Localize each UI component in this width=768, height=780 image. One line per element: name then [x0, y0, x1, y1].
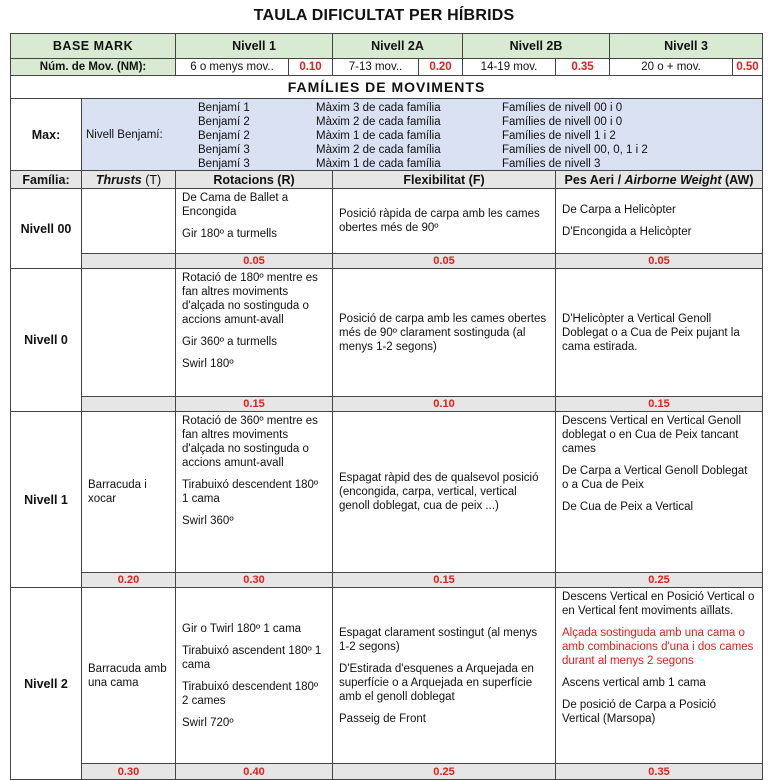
rotacions-cell [176, 412, 333, 573]
nm-range: 14-19 mov. [463, 59, 556, 76]
score-cell: 0.10 [333, 397, 556, 412]
score-row [11, 254, 763, 269]
nm-range: 20 o + mov. [610, 59, 733, 76]
benjami-line: Benjamí 2 [198, 129, 250, 142]
benjami-max-per-family [316, 101, 441, 171]
score-cell: 0.20 [82, 573, 176, 588]
score-cell: 0.05 [333, 254, 556, 269]
column-header-row [11, 171, 763, 189]
flexibilitat-cell-entry: D'Estirada d'esquenes a Arquejada en superfície o a Arquejada en superfície amb el genoll doblegat [339, 662, 534, 703]
difficulty-table [10, 33, 763, 780]
level-header: Nivell 2B [463, 34, 610, 59]
benjami-line: Famílies de nivell 1 i 2 [502, 129, 616, 142]
airborne-weight-cell [556, 269, 763, 397]
benjami-line: Famílies de nivell 3 [502, 157, 601, 170]
flexibilitat-cell [333, 412, 556, 573]
benjami-family-levels [502, 101, 648, 171]
aw-header-abbr: (AW) [725, 172, 754, 187]
nm-score: 0.35 [556, 59, 610, 76]
benjami-line: Màxim 2 de cada família [316, 143, 441, 156]
benjami-line: Màxim 3 de cada família [316, 101, 441, 114]
flexibilitat-cell-entry: Posició ràpida de carpa amb les cames obertes més de 90º [339, 208, 540, 234]
airborne-weight-cell [556, 588, 763, 764]
score-cell: 0.40 [176, 764, 333, 780]
airborne-weight-cell-entry: De posició de Carpa a Posició Vertical (Marsopa) [562, 699, 717, 725]
score-row [11, 764, 763, 780]
rotacions-cell-entry: Rotació de 360º mentre es fan altres moviments d'alçada no sostinguda o accions amunt-avall [182, 415, 318, 469]
thrusts-cell-entry: Barracuda amb una cama [88, 662, 167, 689]
nm-range: 6 o menys mov.. [176, 59, 289, 76]
rotacions-cell [176, 269, 333, 397]
score-cell: 0.05 [556, 254, 763, 269]
benjami-line: Benjamí 1 [198, 101, 250, 114]
benjami-line: Benjamí 2 [198, 115, 250, 128]
airborne-weight-cell-entry: De Carpa a Helicòpter [562, 204, 676, 216]
max-row [11, 99, 763, 171]
benjami-line: Famílies de nivell 00 i 0 [502, 101, 623, 114]
familia-header: Família: [11, 171, 82, 189]
thrusts-header-label: Thrusts [95, 172, 142, 187]
airborne-weight-cell-entry: D'Encongida a Helicòpter [562, 226, 692, 238]
flexibilitat-header: Flexibilitat (F) [333, 171, 556, 189]
score-cell: 0.25 [556, 573, 763, 588]
rotacions-cell [176, 588, 333, 764]
level-row [11, 269, 763, 397]
airborne-weight-cell [556, 189, 763, 254]
level-label: Nivell 2 [11, 588, 82, 780]
rotacions-cell-entry: Swirl 360º [182, 515, 234, 527]
score-cell: 0.30 [176, 573, 333, 588]
airborne-weight-cell [556, 412, 763, 573]
flexibilitat-cell [333, 189, 556, 254]
flexibilitat-cell-entry: Passeig de Front [339, 712, 426, 725]
benjami-sublabel: Nivell Benjamí: [86, 128, 163, 141]
score-cell: 0.15 [333, 573, 556, 588]
score-cell: 0.05 [176, 254, 333, 269]
airborne-weight-cell-entry: Alçada sostinguda amb una cama o amb combinacions d'una i dos cames durant al menys 2 segons [562, 627, 754, 667]
score-cell [82, 397, 176, 412]
nm-score: 0.50 [733, 59, 763, 76]
score-cell: 0.35 [556, 764, 763, 780]
level-row [11, 588, 763, 764]
rotacions-cell-entry: Swirl 720º [182, 716, 234, 729]
score-cell [82, 254, 176, 269]
level-header: Nivell 1 [176, 34, 333, 59]
benjami-line: Famílies de nivell 00 i 0 [502, 115, 623, 128]
score-cell: 0.15 [176, 397, 333, 412]
benjami-categories [198, 101, 250, 171]
rotacions-cell-entry: Tirabuixó ascendent 180º 1 cama [182, 644, 322, 671]
levels-body [11, 189, 763, 780]
benjami-line: Benjamí 3 [198, 143, 250, 156]
families-title: FAMÍLIES DE MOVIMENTS [11, 76, 763, 99]
rotacions-header: Rotacions (R) [176, 171, 333, 189]
score-cell: 0.25 [333, 764, 556, 780]
thrusts-cell [82, 189, 176, 254]
rotacions-cell-entry: Swirl 180º [182, 358, 234, 370]
airborne-weight-cell-entry: D'Helicòpter a Vertical Genoll Doblegat o a Cua de Peix pujant la cama estirada. [562, 312, 740, 353]
thrusts-cell-entry: Barracuda i xocar [88, 479, 147, 505]
flexibilitat-cell-entry: Posició de carpa amb les cames obertes més de 90º clarament sostinguda (al menys 1-2 segons) [339, 312, 547, 353]
max-label: Max: [11, 99, 82, 171]
level-row [11, 189, 763, 254]
rotacions-cell-entry: De Cama de Ballet a Encongida [182, 192, 289, 218]
rotacions-cell-entry: Rotació de 180º mentre es fan altres moviments d'alçada no sostinguda o accions amunt-avall [182, 272, 318, 326]
aw-header-italic: Airborne Weight [624, 172, 722, 187]
rotacions-cell-entry: Gir o Twirl 180º 1 cama [182, 622, 302, 635]
base-mark-label: BASE MARK [11, 34, 176, 59]
level-header: Nivell 2A [333, 34, 463, 59]
airborne-weight-cell-entry: Descens Vertical en Vertical Genoll doblegat o en Cua de Peix tancant cames [562, 415, 741, 455]
score-row [11, 573, 763, 588]
airborne-weight-cell-entry: Descens Vertical en Posició Vertical o en Vertical fent moviments aïllats. [562, 591, 755, 617]
benjami-line: Màxim 1 de cada família [316, 157, 441, 170]
score-cell: 0.30 [82, 764, 176, 780]
aw-header-part: Pes Aeri / [564, 172, 622, 187]
families-title-row [11, 76, 763, 99]
benjami-line: Famílies de nivell 00, 0, 1 i 2 [502, 143, 648, 156]
thrusts-cell [82, 412, 176, 573]
base-mark-row [11, 34, 763, 59]
level-label: Nivell 0 [11, 269, 82, 412]
airborne-weight-cell-entry: De Cua de Peix a Vertical [562, 501, 694, 513]
rotacions-cell-entry: Tirabuixó descendent 180º 1 cama [182, 479, 319, 505]
flexibilitat-cell [333, 588, 556, 764]
rotacions-cell-entry: Tirabuixó descendent 180º 2 cames [182, 680, 319, 707]
benjami-line: Màxim 1 de cada família [316, 129, 441, 142]
nm-range: 7-13 mov.. [333, 59, 419, 76]
benjami-line: Benjamí 3 [198, 157, 250, 170]
flexibilitat-cell-entry: Espagat ràpid des de qualsevol posició (encongida, carpa, vertical, vertical genoll doblegat, cua de peix ...) [339, 472, 539, 512]
thrusts-header [82, 171, 176, 189]
benjami-line: Màxim 2 de cada família [316, 115, 441, 128]
airborne-weight-header [556, 171, 763, 189]
level-label: Nivell 00 [11, 189, 82, 269]
level-label: Nivell 1 [11, 412, 82, 588]
score-row [11, 397, 763, 412]
rotacions-cell [176, 189, 333, 254]
airborne-weight-cell-entry: Ascens vertical amb 1 cama [562, 677, 706, 689]
nm-score: 0.20 [419, 59, 463, 76]
rotacions-cell-entry: Gir 360º a turmells [182, 336, 277, 348]
flexibilitat-cell-entry: Espagat clarament sostingut (al menys 1-2 segons) [339, 626, 538, 653]
nm-row [11, 59, 763, 76]
nm-label: Núm. de Mov. (NM): [11, 59, 176, 76]
page-title: TAULA DIFICULTAT PER HÍBRIDS [253, 7, 515, 24]
airborne-weight-cell-entry: De Carpa a Vertical Genoll Doblegat o a Cua de Peix [562, 465, 748, 491]
level-header: Nivell 3 [610, 34, 763, 59]
level-row [11, 412, 763, 573]
thrusts-cell [82, 588, 176, 764]
thrusts-cell [82, 269, 176, 397]
score-cell: 0.15 [556, 397, 763, 412]
nm-score: 0.10 [289, 59, 333, 76]
benjami-limits [82, 99, 763, 171]
flexibilitat-cell [333, 269, 556, 397]
rotacions-cell-entry: Gir 180º a turmells [182, 228, 277, 240]
thrusts-header-abbr: (T) [145, 172, 162, 187]
